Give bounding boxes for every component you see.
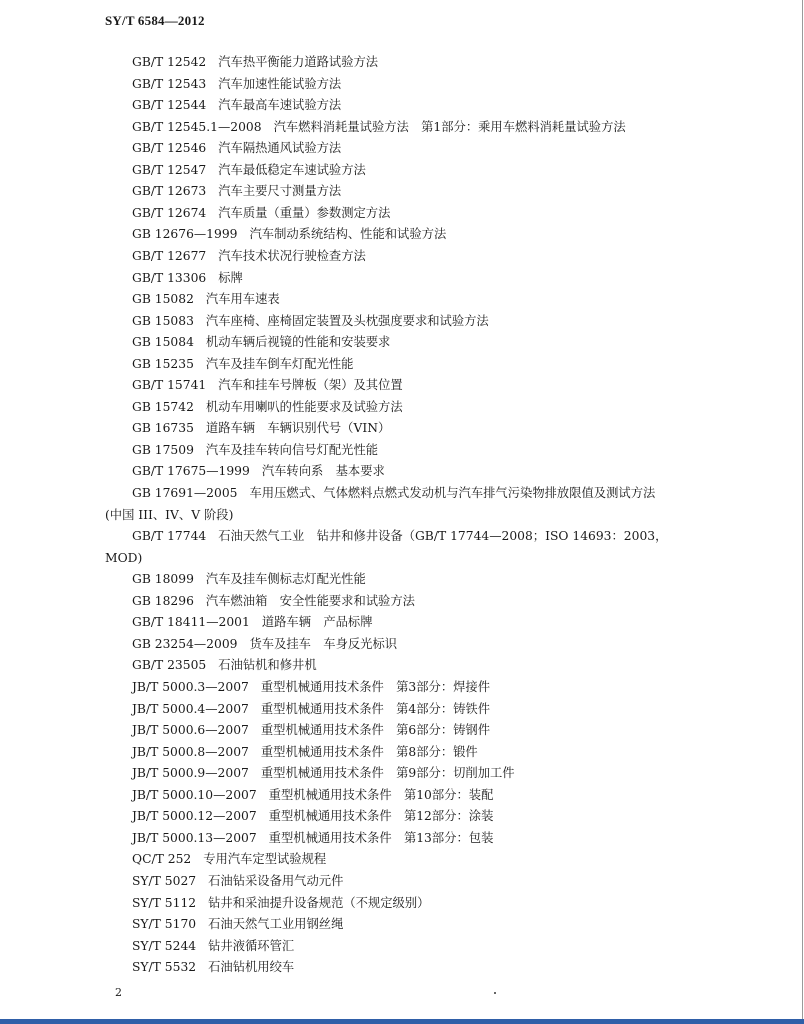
reference-title: 重型机械通用技术条件 第13部分：包装 (268, 830, 494, 845)
reference-item (132, 765, 515, 781)
reference-title: 钻井和采油提升设备规范（不规定级别） (208, 895, 430, 910)
reference-title: 标牌 (218, 270, 243, 285)
reference-title: 重型机械通用技术条件 第3部分：焊接件 (260, 680, 491, 694)
reference-code: GB/T 12545.1—2008 (132, 119, 262, 134)
reference-item (132, 938, 294, 954)
reference-code: GB/T 12677 (132, 249, 207, 263)
reference-title: 汽车和挂车号牌板（架）及其位置 (218, 378, 403, 393)
reference-title: 石油钻采设备用气动元件 (208, 873, 344, 888)
reference-code: JB/T 5000.3—2007 (132, 680, 249, 694)
reference-item (132, 808, 493, 824)
reference-item (132, 593, 415, 609)
reference-item (132, 614, 373, 630)
reference-title: 车用压燃式、气体燃料点燃式发动机与汽车排气污染物排放限值及测试方法 (249, 486, 656, 500)
reference-title: 重型机械通用技术条件 第10部分：装配 (268, 787, 494, 802)
reference-title: 机动车用喇叭的性能要求及试验方法 (205, 399, 403, 414)
reference-title: 汽车及挂车倒车灯配光性能 (205, 356, 354, 371)
reference-title: (中国 III、IV、V 阶段) (105, 507, 234, 522)
reference-item (132, 959, 294, 975)
reference-code: GB 15084 (132, 335, 194, 350)
reference-item (132, 636, 397, 652)
reference-code: GB/T 12543 (132, 76, 207, 91)
reference-item (132, 76, 341, 92)
reference-code: GB 15235 (132, 356, 194, 371)
reference-title: 汽车最低稳定车速试验方法 (218, 162, 366, 177)
reference-item (132, 873, 343, 889)
reference-title: 汽车及挂车侧标志灯配光性能 (205, 572, 366, 587)
reference-item (132, 679, 490, 695)
reference-item (132, 463, 385, 479)
reference-item (132, 248, 366, 264)
reference-item (132, 787, 493, 803)
reference-code: GB/T 23505 (132, 658, 207, 673)
reference-code: SY/T 5112 (132, 895, 197, 910)
reference-code: JB/T 5000.9—2007 (132, 766, 249, 781)
reference-item (132, 830, 493, 846)
reference-title: 重型机械通用技术条件 第12部分：涂装 (268, 809, 494, 824)
reference-item (132, 162, 366, 178)
reference-code: GB/T 12544 (132, 98, 207, 113)
reference-code: QC/T 252 (132, 852, 192, 867)
reference-code: SY/T 5027 (132, 873, 197, 888)
reference-title: 汽车技术状况行驶检查方法 (218, 249, 366, 263)
reference-item (132, 442, 378, 458)
reference-title: 汽车最高车速试验方法 (218, 98, 342, 113)
reference-item (132, 54, 378, 70)
reference-item (132, 334, 390, 350)
reference-title: 汽车隔热通风试验方法 (218, 141, 342, 156)
reference-code: JB/T 5000.13—2007 (132, 830, 257, 845)
reference-code: GB 23254—2009 (132, 636, 238, 651)
reference-title: 道路车辆 产品标牌 (261, 615, 373, 630)
reference-item (132, 356, 353, 372)
reference-title: 重型机械通用技术条件 第4部分：铸铁件 (260, 701, 491, 716)
reference-item (132, 528, 667, 544)
reference-code: GB 12676—1999 (132, 227, 238, 242)
reference-code: GB/T 12547 (132, 162, 207, 177)
reference-code: GB/T 15741 (132, 378, 207, 393)
reference-item (132, 377, 403, 393)
reference-code: GB 18296 (132, 593, 194, 608)
reference-title: 汽车燃料消耗量试验方法 第1部分：乘用车燃料消耗量试验方法 (273, 119, 626, 134)
reference-item (132, 485, 655, 501)
reference-title: 专用汽车定型试验规程 (203, 852, 327, 867)
reference-title: MOD) (105, 550, 143, 565)
reference-title: 钻井液循环管汇 (208, 938, 295, 953)
reference-title: 汽车制动系统结构、性能和试验方法 (249, 227, 447, 242)
reference-code: GB 15742 (132, 399, 194, 414)
reference-item (132, 744, 478, 760)
reference-title: 重型机械通用技术条件 第8部分：锻件 (260, 744, 478, 759)
reference-title: 石油天然气工业用钢丝绳 (208, 917, 344, 931)
scan-speck (494, 992, 496, 994)
reference-item (132, 657, 317, 673)
reference-code: GB/T 12673 (132, 184, 207, 199)
reference-item (132, 226, 446, 242)
reference-code: JB/T 5000.4—2007 (132, 701, 249, 716)
reference-title: 石油钻机和修井机 (218, 658, 317, 673)
reference-code: JB/T 5000.10—2007 (132, 787, 257, 802)
reference-continuation (105, 550, 142, 566)
reference-item (132, 313, 489, 329)
reference-code: GB 17509 (132, 442, 194, 457)
reference-title: 重型机械通用技术条件 第6部分：铸钢件 (260, 723, 491, 738)
reference-item (132, 851, 326, 867)
reference-code: GB 18099 (132, 572, 194, 587)
reference-item (132, 291, 280, 307)
reference-title: 重型机械通用技术条件 第9部分：切削加工件 (260, 766, 515, 781)
reference-title: 汽车转向系 基本要求 (261, 464, 385, 479)
reference-title: 道路车辆 车辆识别代号（VIN） (205, 421, 391, 436)
reference-code: GB/T 18411—2001 (132, 615, 250, 630)
reference-item (132, 140, 341, 156)
reference-item (132, 183, 341, 199)
reference-code: GB 16735 (132, 421, 194, 436)
reference-item (132, 205, 390, 221)
reference-code: GB/T 13306 (132, 270, 207, 285)
reference-code: GB/T 12674 (132, 205, 207, 220)
reference-code: SY/T 5532 (132, 960, 197, 975)
reference-item (132, 916, 343, 932)
reference-title: 汽车质量（重量）参数测定方法 (218, 205, 391, 220)
reference-title: 汽车用车速表 (205, 292, 280, 307)
reference-code: GB 17691—2005 (132, 486, 238, 500)
reference-code: GB/T 17675—1999 (132, 464, 250, 479)
reference-code: GB/T 12546 (132, 141, 207, 156)
reference-title: 机动车辆后视镜的性能和安装要求 (205, 335, 391, 350)
reference-title: 汽车加速性能试验方法 (218, 76, 342, 91)
reference-code: JB/T 5000.8—2007 (132, 744, 249, 759)
reference-title: 汽车主要尺寸测量方法 (218, 184, 342, 199)
reference-code: SY/T 5170 (132, 917, 197, 931)
reference-item (132, 399, 403, 415)
reference-code: GB/T 12542 (132, 55, 207, 69)
page-number: 2 (115, 986, 122, 999)
reference-item (132, 420, 390, 436)
reference-title: 汽车及挂车转向信号灯配光性能 (205, 442, 379, 457)
document-number-header: SY/T 6584—2012 (105, 13, 205, 28)
reference-code: JB/T 5000.6—2007 (132, 723, 249, 738)
reference-title: 石油天然气工业 钻井和修井设备（GB/T 17744—2008；ISO 14693：2003， (218, 529, 668, 544)
reference-code: JB/T 5000.12—2007 (132, 809, 257, 824)
reference-title: 石油钻机用绞车 (208, 960, 295, 975)
reference-item (132, 895, 429, 911)
reference-title: 货车及挂车 车身反光标识 (249, 636, 398, 651)
reference-title: 汽车热平衡能力道路试验方法 (218, 55, 379, 69)
reference-title: 汽车座椅、座椅固定装置及头枕强度要求和试验方法 (205, 313, 489, 328)
reference-item (132, 97, 341, 113)
reference-code: GB 15082 (132, 292, 194, 307)
reference-code: GB/T 17744 (132, 529, 207, 544)
reference-title: 汽车燃油箱 安全性能要求和试验方法 (205, 593, 415, 608)
reference-continuation (105, 507, 233, 523)
reference-code: GB 15083 (132, 313, 194, 328)
window-bottom-border (0, 1019, 804, 1024)
reference-item (132, 571, 366, 587)
reference-item (132, 701, 490, 717)
reference-code: SY/T 5244 (132, 938, 197, 953)
reference-item (132, 722, 490, 738)
reference-item (132, 119, 626, 135)
reference-item (132, 270, 243, 286)
